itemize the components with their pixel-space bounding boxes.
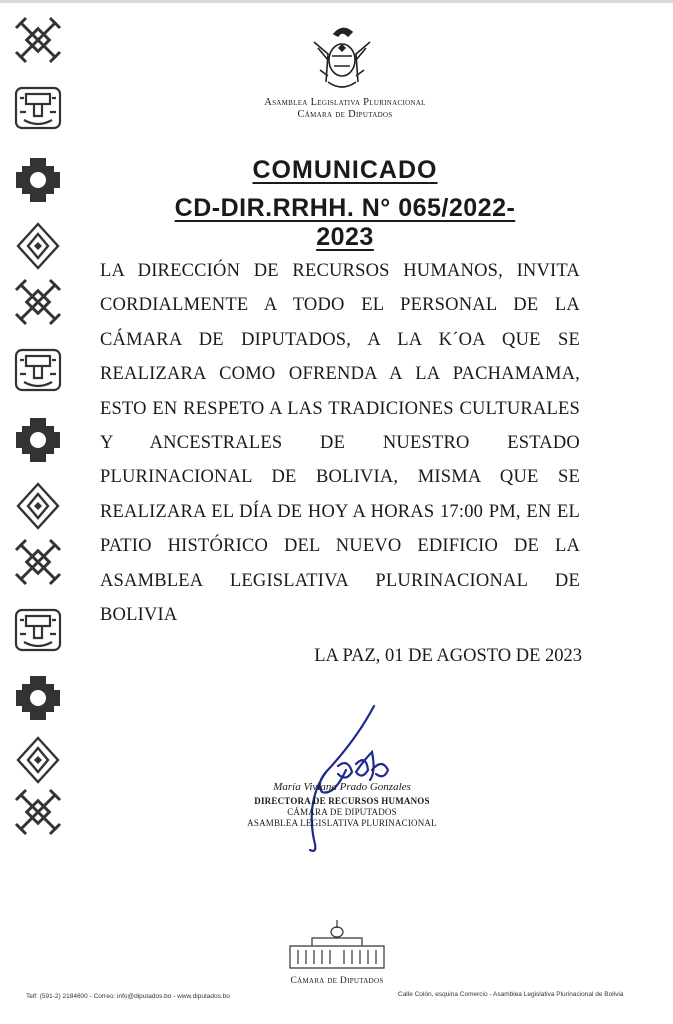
handwritten-signature (286, 700, 406, 860)
stamp-label: Cámara de Diputados (290, 976, 384, 986)
x-knot-icon (12, 14, 64, 66)
diamond-pattern-icon (12, 220, 64, 272)
diamond-pattern-icon (12, 480, 64, 532)
chakana-cross-icon (12, 414, 64, 466)
signatory-role: DIRECTORA DE RECURSOS HUMANOS (254, 796, 430, 806)
diamond-pattern-icon (12, 734, 64, 786)
footer-address: Calle Colón, esquina Comercio - Asamblea Legislativa Plurinacional de Bolivia (398, 991, 624, 998)
x-knot-icon (12, 786, 64, 838)
signatory-name: María Viviana Prado Gonzales (273, 781, 411, 793)
chakana-cross-icon (12, 154, 64, 206)
date-line: LA PAZ, 01 DE AGOSTO DE 2023 (314, 646, 582, 666)
body-paragraph: LA DIRECCIÓN DE RECURSOS HUMANOS, INVITA CORDIALMENTE A TODO EL PERSONAL DE LA CÁMARA DE DIPUTADOS, A LA K´OA QUE SE REALIZARA COMO OFRENDA A LA PACHAMAMA, ESTO EN RESPETO A LAS TRADICIONES CULTURALES Y ANCESTRALES DE NUESTRO ESTADO PLURINACIONAL DE BOLIVIA, MISMA QUE SE REALIZARA EL DÍA DE HOY A HORAS 17:00 PM, EN EL PATIO HISTÓRICO DEL NUEVO EDIFICIO DE LA ASAMBLEA LEGISLATIVA PLURINACIONAL DE BOLIVIA (100, 261, 580, 626)
face-mask-icon (12, 604, 64, 656)
page-edge (0, 0, 673, 3)
chamber-building-icon (282, 918, 392, 970)
footer-contact: Telf: (591-2) 2184600 - Correo: info@diputados.bo - www.diputados.bo (26, 993, 230, 1000)
signatory-assembly: ASAMBLEA LEGISLATIVA PLURINACIONAL (247, 818, 437, 828)
face-mask-icon (12, 344, 64, 396)
coat-of-arms-icon (304, 20, 380, 96)
chamber-name: Cámara de Diputados (297, 109, 393, 120)
signatory-chamber: CÁMARA DE DIPUTADOS (287, 807, 397, 817)
x-knot-icon (12, 536, 64, 588)
document-title: COMUNICADO (252, 156, 438, 184)
face-mask-icon (12, 82, 64, 134)
decorative-border (12, 14, 64, 834)
chakana-cross-icon (12, 672, 64, 724)
x-knot-icon (12, 276, 64, 328)
document-reference: CD-DIR.RRHH. N° 065/2022-2023 (174, 194, 516, 251)
institution-name: Asamblea Legislativa Plurinacional (264, 97, 426, 108)
